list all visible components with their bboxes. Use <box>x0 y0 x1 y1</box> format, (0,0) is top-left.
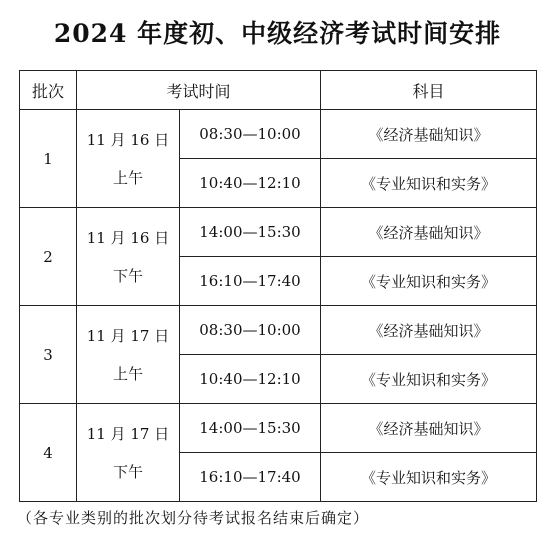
exam-date-cell <box>77 404 180 502</box>
session-subject: 《经济基础知识》 <box>321 306 537 355</box>
session-time: 16:10—17:40 <box>180 453 321 502</box>
exam-date-cell <box>77 208 180 306</box>
exam-period: 下午 <box>112 462 143 481</box>
header-subject: 科目 <box>321 71 537 110</box>
exam-date: 11 月 16 日 <box>86 130 170 149</box>
session-time: 08:30—10:00 <box>180 306 321 355</box>
footnote: （各专业类别的批次划分待考试报名结束后确定） <box>17 509 370 527</box>
table-row <box>20 404 537 453</box>
session-time: 10:40—12:10 <box>180 159 321 208</box>
session-subject: 《专业知识和实务》 <box>321 257 537 306</box>
session-subject: 《经济基础知识》 <box>321 404 537 453</box>
session-time: 08:30—10:00 <box>180 110 321 159</box>
table-row <box>20 306 537 355</box>
header-exam-time: 考试时间 <box>77 71 321 110</box>
table-row <box>20 110 537 159</box>
table-row <box>20 208 537 257</box>
exam-date-cell <box>77 110 180 208</box>
session-subject: 《经济基础知识》 <box>321 208 537 257</box>
session-subject: 《专业知识和实务》 <box>321 355 537 404</box>
session-time: 10:40—12:10 <box>180 355 321 404</box>
exam-period: 上午 <box>112 168 143 187</box>
session-time: 16:10—17:40 <box>180 257 321 306</box>
session-time: 14:00—15:30 <box>180 404 321 453</box>
session-time: 14:00—15:30 <box>180 208 321 257</box>
batch-number: 2 <box>20 208 77 306</box>
batch-number: 3 <box>20 306 77 404</box>
batch-number: 1 <box>20 110 77 208</box>
exam-date: 11 月 16 日 <box>86 228 170 247</box>
session-subject: 《专业知识和实务》 <box>321 453 537 502</box>
session-subject: 《经济基础知识》 <box>321 110 537 159</box>
exam-period: 下午 <box>112 266 143 285</box>
exam-date-cell <box>77 306 180 404</box>
exam-schedule-table <box>19 70 537 502</box>
header-batch: 批次 <box>20 71 77 110</box>
session-subject: 《专业知识和实务》 <box>321 159 537 208</box>
exam-period: 上午 <box>112 364 143 383</box>
table-header-row <box>20 71 537 110</box>
exam-date: 11 月 17 日 <box>86 326 170 345</box>
page-title: 2024 年度初、中级经济考试时间安排 <box>53 19 502 48</box>
batch-number: 4 <box>20 404 77 502</box>
exam-date: 11 月 17 日 <box>86 424 170 443</box>
